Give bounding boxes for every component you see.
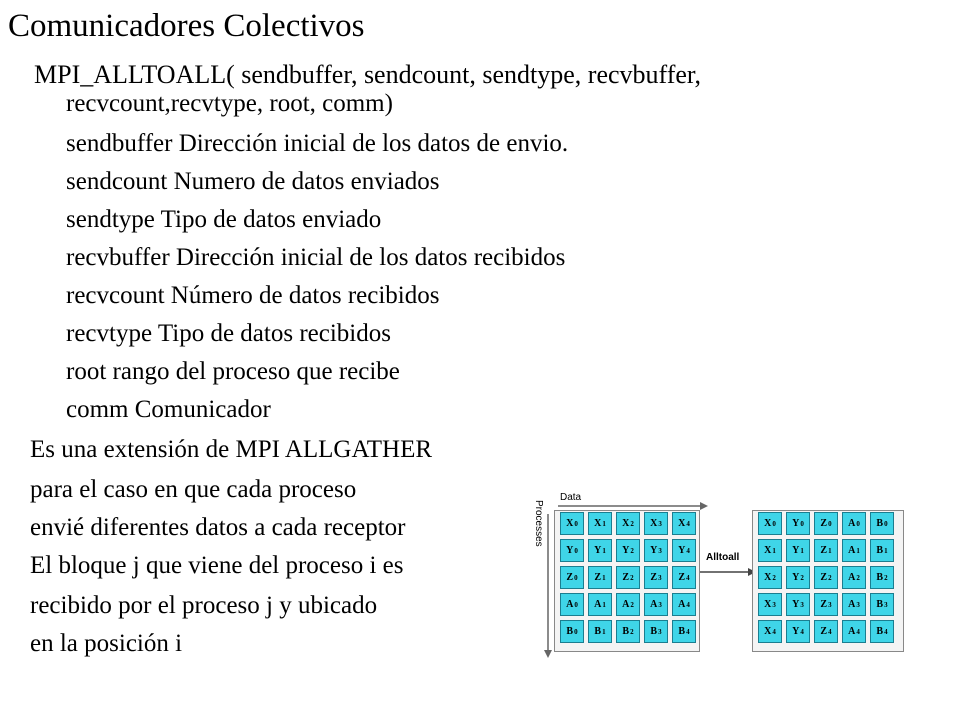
description-line-5: recibido por el proceso j y ubicado bbox=[30, 592, 378, 619]
param-recvbuffer: recvbuffer Dirección inicial de los datos recibidos bbox=[66, 244, 566, 271]
signature-line-2: recvcount,recvtype, root, comm) bbox=[66, 90, 393, 117]
after-cell: X 0 bbox=[758, 512, 782, 535]
param-sendcount: sendcount Numero de datos enviados bbox=[66, 168, 440, 195]
before-cell: B 1 bbox=[588, 620, 612, 643]
after-cell: Z 0 bbox=[814, 512, 838, 535]
after-cell: Y 1 bbox=[786, 539, 810, 562]
after-grid bbox=[758, 512, 894, 643]
before-cell: X 2 bbox=[616, 512, 640, 535]
signature-line-1: MPI_ALLTOALL( sendbuffer, sendcount, sendtype, recvbuffer, bbox=[34, 60, 702, 89]
before-cell: Y 2 bbox=[616, 539, 640, 562]
param-recvtype: recvtype Tipo de datos recibidos bbox=[66, 320, 391, 347]
before-cell: Y 4 bbox=[672, 539, 696, 562]
after-cell: X 3 bbox=[758, 593, 782, 616]
description-line-4: El bloque j que viene del proceso i es bbox=[30, 552, 404, 579]
alltoall-diagram bbox=[530, 490, 910, 660]
before-cell: Z 0 bbox=[560, 566, 584, 589]
before-grid bbox=[560, 512, 696, 643]
before-cell: B 3 bbox=[644, 620, 668, 643]
after-cell: B 0 bbox=[870, 512, 894, 535]
param-root: root rango del proceso que recibe bbox=[66, 358, 400, 385]
before-cell: A 1 bbox=[588, 593, 612, 616]
after-cell: Y 2 bbox=[786, 566, 810, 589]
after-cell: Z 4 bbox=[814, 620, 838, 643]
after-cell: X 4 bbox=[758, 620, 782, 643]
after-cell: Z 3 bbox=[814, 593, 838, 616]
after-cell: A 4 bbox=[842, 620, 866, 643]
before-cell: A 4 bbox=[672, 593, 696, 616]
before-cell: X 3 bbox=[644, 512, 668, 535]
param-sendtype: sendtype Tipo de datos enviado bbox=[66, 206, 382, 233]
before-cell: Y 0 bbox=[560, 539, 584, 562]
after-cell: A 3 bbox=[842, 593, 866, 616]
after-cell: Z 2 bbox=[814, 566, 838, 589]
description-line-3: envié diferentes datos a cada receptor bbox=[30, 514, 406, 541]
before-cell: Y 1 bbox=[588, 539, 612, 562]
after-cell: A 2 bbox=[842, 566, 866, 589]
after-cell: A 0 bbox=[842, 512, 866, 535]
param-recvcount: recvcount Número de datos recibidos bbox=[66, 282, 440, 309]
after-cell: Y 0 bbox=[786, 512, 810, 535]
after-cell: B 1 bbox=[870, 539, 894, 562]
after-cell: Z 1 bbox=[814, 539, 838, 562]
before-cell: X 1 bbox=[588, 512, 612, 535]
after-cell: X 2 bbox=[758, 566, 782, 589]
after-cell: Y 4 bbox=[786, 620, 810, 643]
before-cell: B 4 bbox=[672, 620, 696, 643]
alltoall-arrow-label: Alltoall bbox=[706, 552, 740, 563]
after-cell: A 1 bbox=[842, 539, 866, 562]
param-sendbuffer: sendbuffer Dirección inicial de los datos de envio. bbox=[66, 130, 569, 157]
after-cell: B 2 bbox=[870, 566, 894, 589]
before-cell: Z 4 bbox=[672, 566, 696, 589]
slide-title: Comunicadores Colectivos bbox=[8, 8, 365, 44]
after-cell: Y 3 bbox=[786, 593, 810, 616]
before-cell: Z 3 bbox=[644, 566, 668, 589]
description-line-2: para el caso en que cada proceso bbox=[30, 476, 357, 503]
before-cell: A 3 bbox=[644, 593, 668, 616]
before-cell: Z 1 bbox=[588, 566, 612, 589]
data-axis-label: Data bbox=[560, 492, 582, 503]
before-cell: B 0 bbox=[560, 620, 584, 643]
after-cell: X 1 bbox=[758, 539, 782, 562]
param-comm: comm Comunicador bbox=[66, 396, 271, 423]
after-cell: B 4 bbox=[870, 620, 894, 643]
before-cell: B 2 bbox=[616, 620, 640, 643]
before-cell: Y 3 bbox=[644, 539, 668, 562]
processes-axis-label: Processes bbox=[533, 500, 544, 547]
description-line-1: Es una extensión de MPI ALLGATHER bbox=[30, 436, 433, 463]
before-cell: X 0 bbox=[560, 512, 584, 535]
before-cell: A 2 bbox=[616, 593, 640, 616]
before-cell: X 4 bbox=[672, 512, 696, 535]
before-cell: A 0 bbox=[560, 593, 584, 616]
before-cell: Z 2 bbox=[616, 566, 640, 589]
description-line-6: en la posición i bbox=[30, 630, 183, 657]
after-cell: B 3 bbox=[870, 593, 894, 616]
